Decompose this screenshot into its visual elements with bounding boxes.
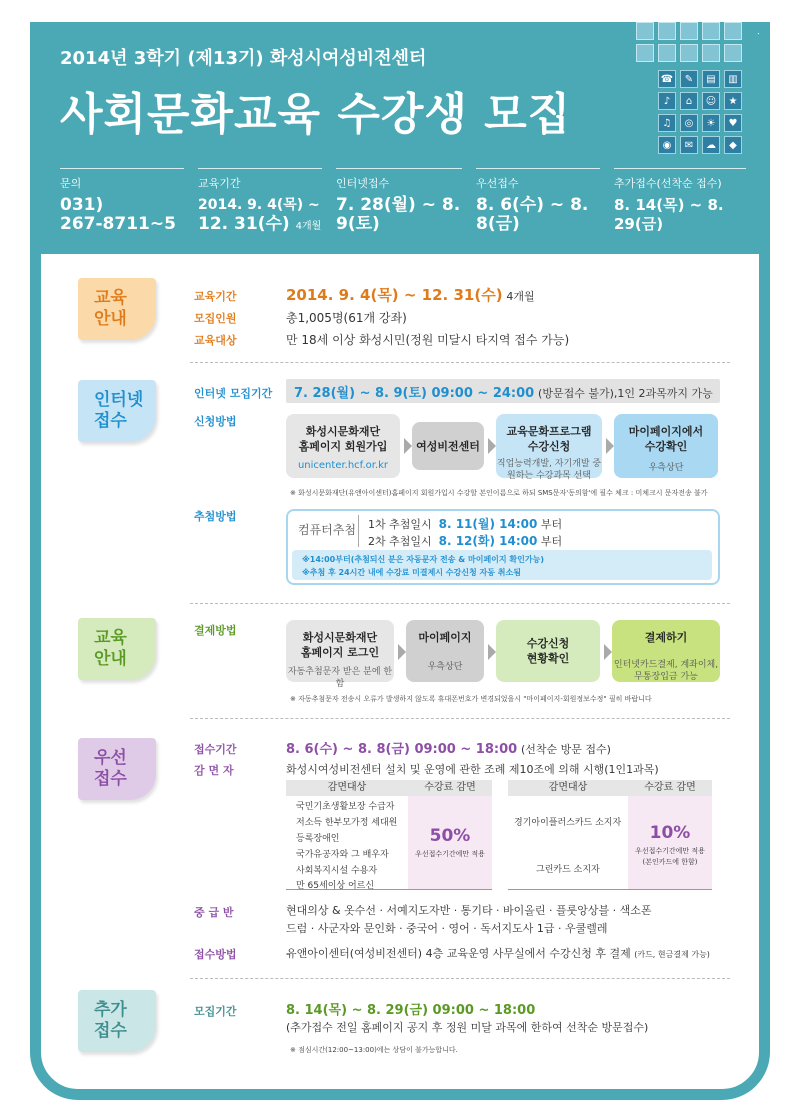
star-icon: ★ <box>724 92 742 110</box>
arrow-right-icon <box>488 438 496 454</box>
info-priority <box>476 168 600 248</box>
mid-class-line-1: 현대의상 & 옷수선 · 서예지도자반 · 통기타 · 바이올린 · 플룻앙상블 · 색소폰 <box>286 904 652 917</box>
arrow-right-icon <box>488 644 496 660</box>
extra-label: 모집기간 <box>194 1005 237 1018</box>
priority-period-label: 접수기간 <box>194 743 237 756</box>
pay-step-3: 수강신청 현황확인 <box>496 620 600 682</box>
arrow-right-icon <box>604 644 612 660</box>
grid-box <box>724 22 742 40</box>
info-extra <box>614 168 746 248</box>
sun-icon: ☀ <box>702 114 720 132</box>
header-title: 사회문화교육 수강생 모집 <box>60 89 572 140</box>
info-value: 8. 14(목) ~ 8. 29(금) <box>614 196 724 233</box>
table-cell: 우선접수기간에만 적용 <box>635 847 705 855</box>
tag-pay: 교육 안내 <box>78 618 156 680</box>
edu-target-value: 만 18세 이상 화성시민(정원 미달시 타지역 접수 가능) <box>286 333 570 347</box>
table-cell: 저소득 한부모가정 세대원 <box>296 818 398 828</box>
mid-class-line-2: 드럼 · 사군자와 문인화 · 중국어 · 영어 · 독서지도사 1급 · 우쿨렐레 <box>286 922 608 935</box>
phone-icon: ☎ <box>658 70 676 88</box>
table-head: 감면대상 <box>508 780 628 796</box>
table-head: 수강료 감면 <box>628 780 712 796</box>
lottery-label: 추첨방법 <box>194 510 237 523</box>
table-cell: 국민기초생활보장 수급자 <box>296 802 395 812</box>
discount-50: 50% <box>429 826 471 846</box>
lottery-method: 컴퓨터추첨 <box>298 523 356 537</box>
car-icon: ◆ <box>724 136 742 154</box>
info-edu-period <box>198 168 322 248</box>
tag-extra: 추가 접수 <box>78 990 156 1052</box>
grid-box <box>702 22 720 40</box>
mail-icon: ✉ <box>680 136 698 154</box>
table-cell: 등록장애인 <box>296 834 340 844</box>
info-value: 8. 6(수) ~ 8. 8(금) <box>476 195 589 234</box>
edu-target-label: 교육대상 <box>194 334 237 347</box>
tag-edu: 교육 안내 <box>78 278 156 340</box>
info-value: 031) <box>60 195 104 215</box>
table-cell: 그린카드 소지자 <box>536 865 600 875</box>
info-label: 우선접수 <box>476 177 519 190</box>
pay-label: 결제방법 <box>194 624 237 637</box>
pen-icon: ✎ <box>680 70 698 88</box>
arrow-right-icon <box>398 644 406 660</box>
table-cell: 사회복지시설 수용자 <box>296 866 378 876</box>
grid-box <box>724 44 742 62</box>
grid-box <box>702 44 720 62</box>
edu-period-label: 교육기간 <box>194 290 237 303</box>
table-head: 감면대상 <box>286 780 408 796</box>
tag-internet: 인터넷 접수 <box>78 380 156 442</box>
person-icon: ☺ <box>702 92 720 110</box>
internet-step-3: 교육문화프로그램 수강신청 직업능력개발, 자기개발 중 원하는 수강과목 선택 <box>496 414 602 478</box>
internet-step-2: 여성비전센터 <box>412 422 484 470</box>
pay-note: ※ 자동추첨문자 전송시 오류가 발생하지 않도록 휴대폰번호가 변경되었을시 "마이페이지-회원정보수정" 필히 바랍니다 <box>290 695 652 703</box>
extra-value-2: (추가접수 전일 홈페이지 공지 후 정원 미달 과목에 한하여 선착순 방문접수) <box>286 1021 649 1034</box>
cloud-icon: ☁ <box>702 136 720 154</box>
info-value: 2014. 9. 4(목) ~ <box>198 197 320 213</box>
extra-value: 8. 14(목) ~ 8. 29(금) 09:00 ~ 18:00 <box>286 1003 536 1018</box>
pay-step-2: 마이페이지 우측상단 <box>406 620 484 682</box>
edu-period-value: 2014. 9. 4(목) ~ 12. 31(수) 4개월 <box>286 286 535 304</box>
lottery1: 1차 추첨일시 8. 11(월) 14:00 부터 <box>368 517 563 531</box>
internet-apply-label: 신청방법 <box>194 415 237 428</box>
table-head: 수강료 감면 <box>408 780 492 796</box>
chart-icon: ▥ <box>724 70 742 88</box>
info-note: 4개월 <box>295 221 322 232</box>
icon-grid <box>636 22 770 160</box>
info-label: 추가접수(선착순 접수) <box>614 177 722 190</box>
internet-step-1: 화성시문화재단 홈페이지 회원가입 unicenter.hcf.or.kr <box>286 414 400 478</box>
arrow-right-icon <box>404 438 412 454</box>
lottery-note-1: ※14:00부터(추첨되신 분은 자동문자 전송 & 마이페이지 확인가능) <box>302 555 544 564</box>
table-cell: 만 65세이상 어르신 <box>296 881 375 891</box>
grid-box <box>680 22 698 40</box>
discount-10: 10% <box>649 823 691 843</box>
globe-icon: ◎ <box>680 114 698 132</box>
grid-box <box>636 22 654 40</box>
priority-disc-label: 감 면 자 <box>194 764 234 777</box>
note-icon: ♪ <box>658 92 676 110</box>
edu-count-value: 총1,005명(61개 강좌) <box>286 311 407 325</box>
internet-apply-note: ※ 화성시문화재단(유앤아이센터)홈페이지 회원가입시 수강할 본인이름으로 하되 SMS문자'동의함'에 필수 체크 : 미체크시 문자전송 불가 <box>290 489 708 497</box>
table-cell: 우선접수기간에만 적용 <box>415 850 485 858</box>
method-label: 접수방법 <box>194 948 237 961</box>
mid-class-label: 중 급 반 <box>194 906 234 919</box>
internet-period-value: 7. 28(월) ~ 8. 9(토) 09:00 ~ 24:00 (방문접수 불가),1인 2과목까지 가능 <box>294 386 713 401</box>
table-cell: 국가유공자와 그 배우자 <box>296 850 389 860</box>
info-label: 교육기간 <box>198 177 241 190</box>
lottery-note-2: ※추첨 후 24시간 내에 수강료 미결제시 수강신청 자동 취소됨 <box>302 568 521 577</box>
edu-count-label: 모집인원 <box>194 312 237 325</box>
table-cell: 경기아이플러스카드 소지자 <box>514 818 622 828</box>
pay-step-4: 결제하기 인터넷카드결제, 계좌이체, 무통장입금 가능 <box>612 620 720 682</box>
book-icon: ▤ <box>702 70 720 88</box>
method-value: 유앤아이센터(여성비전센터) 4층 교육운영 사무실에서 수강신청 후 결제 (카드, 현금결제 가능) <box>286 947 710 960</box>
heart-icon: ♥ <box>724 114 742 132</box>
grid-box <box>658 44 676 62</box>
internet-step-4: 마이페이지에서 수강확인 우측상단 <box>614 414 718 478</box>
pay-step-1: 화성시문화재단 홈페이지 로그인 자동추첨문자 받은 분에 한함 <box>286 620 394 682</box>
internet-period-label: 인터넷 모집기간 <box>194 387 273 400</box>
music-icon: ♫ <box>658 114 676 132</box>
info-value: 267-8711~5 <box>60 214 176 234</box>
info-label: 인터넷접수 <box>336 177 390 190</box>
table-cell: (본인카드에 한함) <box>642 858 698 866</box>
camera-icon: ◉ <box>658 136 676 154</box>
priority-period-value: 8. 6(수) ~ 8. 8(금) 09:00 ~ 18:00 (선착순 방문 접수) <box>286 742 611 757</box>
info-value: 12. 31(수) <box>198 214 290 234</box>
info-value: 7. 28(월) ~ 8. 9(토) <box>336 195 461 234</box>
grid-box <box>658 22 676 40</box>
home-icon: ⌂ <box>680 92 698 110</box>
grid-box <box>636 44 654 62</box>
tag-priority: 우선 접수 <box>78 738 156 800</box>
extra-note: ※ 점심시간(12:00~13:00)에는 상담이 불가능합니다. <box>290 1046 458 1054</box>
arrow-right-icon <box>606 438 614 454</box>
grid-box <box>680 44 698 62</box>
priority-disc-value: 화성시여성비전센터 설치 및 운영에 관한 조례 제10조에 의해 시행(1인1과목) <box>286 763 659 776</box>
info-internet <box>336 168 462 248</box>
info-label: 문의 <box>60 177 82 190</box>
header-subtitle: 2014년 3학기 (제13기) 화성시여성비전센터 <box>60 48 427 69</box>
lottery2: 2차 추첨일시 8. 12(화) 14:00 부터 <box>368 534 563 548</box>
info-contact <box>60 168 184 248</box>
